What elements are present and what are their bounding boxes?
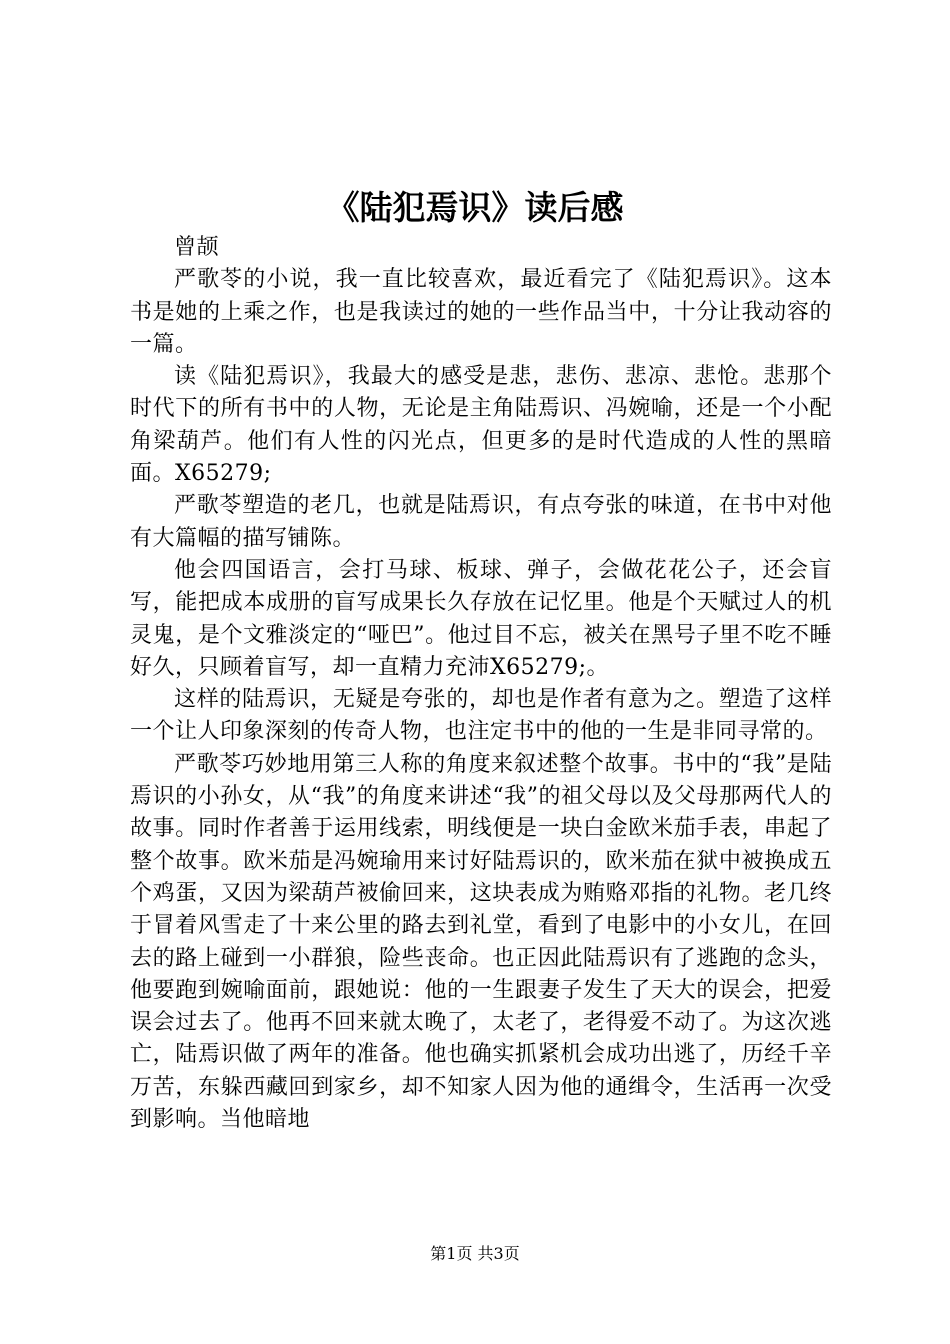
paragraph-1: 严歌苓的小说，我一直比较喜欢，最近看完了《陆犯焉识》。这本书是她的上乘之作，也是我读过的她的一些作品当中，十分让我动容的一篇。 xyxy=(130,267,832,357)
paragraph-4: 他会四国语言，会打马球、板球、弹子，会做花花公子，还会盲写，能把成本成册的盲写成果长久存放在记忆里。他是个天赋过人的机灵鬼，是个文雅淡定的“哑巴”。他过目不忘，被关在黑号子里不吃不睡好久，只顾着盲写，却一直精力充沛X65279;。 xyxy=(130,557,832,680)
page-footer: 第1页 共3页 xyxy=(430,1244,520,1263)
paragraph-6: 严歌苓巧妙地用第三人称的角度来叙述整个故事。书中的“我”是陆焉识的小孙女，从“我”的角度来讲述“我”的祖父母以及父母那两代人的故事。同时作者善于运用线索，明线便是一块白金欧米茄手表，串起了整个故事。欧米茄是冯婉瑜用来讨好陆焉识的，欧米茄在狱中被换成五个鸡蛋，又因为梁葫芦被偷回来，这块表成为贿赂邓指的礼物。老几终于冒着风雪走了十来公里的路去到礼堂，看到了电影中的小女儿，在回去的路上碰到一小群狼，险些丧命。也正因此陆焉识有了逃跑的念头，他要跑到婉喻面前，跟她说：他的一生跟妻子发生了天大的误会，把爱误会过去了。他再不回来就太晚了，太老了，老得爱不动了。为这次逃亡，陆焉识做了两年的准备。他也确实抓紧机会成功出逃了，历经千辛万苦，东躲西藏回到家乡，却不知家人因为他的通缉令，生活再一次受到影响。当他暗地 xyxy=(130,751,832,1133)
paragraph-3: 严歌苓塑造的老几，也就是陆焉识，有点夸张的味道，在书中对他有大篇幅的描写铺陈。 xyxy=(130,493,832,551)
paragraph-5: 这样的陆焉识，无疑是夸张的，却也是作者有意为之。塑造了这样一个让人印象深刻的传奇人物，也注定书中的他的一生是非同寻常的。 xyxy=(130,687,832,745)
document-title: 《陆犯焉识》读后感 xyxy=(326,188,624,227)
author-name: 曾颉 xyxy=(174,235,220,260)
paragraph-2: 读《陆犯焉识》，我最大的感受是悲，悲伤、悲凉、悲怆。悲那个时代下的所有书中的人物，无论是主角陆焉识、冯婉喻，还是一个小配角梁葫芦。他们有人性的闪光点，但更多的是时代造成的人性的黑暗面。X65279; xyxy=(130,364,832,487)
document-body xyxy=(130,232,832,1136)
